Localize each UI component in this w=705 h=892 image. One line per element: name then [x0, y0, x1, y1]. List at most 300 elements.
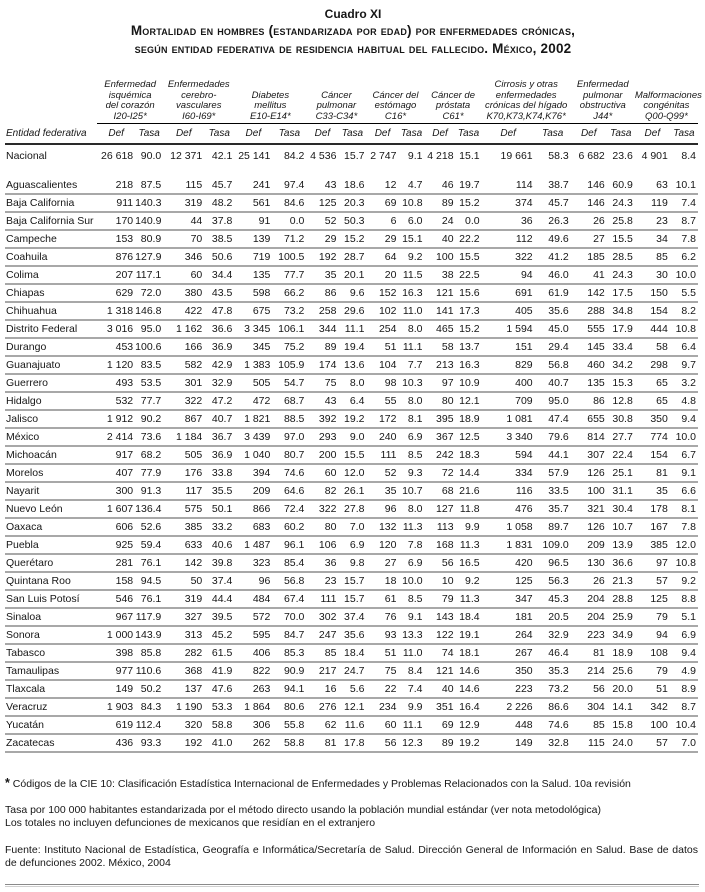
def-value: 1 831	[482, 536, 535, 554]
column-group-code: K70,K73,K74,K76*	[486, 110, 566, 122]
def-value: 25 141	[238, 150, 271, 162]
footnote-cie-text: Códigos de la CIE 10: Clasificación Estadística Internacional de Enfermedades y Problemas Relacionados con la Salud. 10a revisión	[12, 778, 631, 790]
def-value: 27	[571, 230, 607, 248]
table-row	[5, 626, 698, 644]
tasa-value: 18.4	[456, 608, 482, 626]
page-title-line-1: Mortalidad en hombres (estandarizada por edad) por enfermedades crónicas,	[130, 23, 576, 38]
tasa-value: 140.9	[135, 212, 163, 230]
entity-name: Durango	[5, 338, 97, 356]
def-value: 51	[366, 644, 398, 662]
tasa-value: 4.8	[670, 392, 698, 410]
entity-name: Michoacán	[5, 446, 97, 464]
tasa-value: 25.8	[607, 212, 635, 230]
entity-name: Tabasco	[5, 644, 97, 662]
def-value: 3 340	[482, 428, 535, 446]
tasa-value: 33.5	[535, 482, 571, 500]
tasa-value: 12.0	[338, 464, 366, 482]
tasa-value: 87.5	[135, 177, 163, 194]
tasa-value: 136.4	[135, 500, 163, 518]
tasa-value: 18.3	[456, 446, 482, 464]
def-value: 35	[635, 482, 670, 500]
def-value: 307	[571, 446, 607, 464]
def-value: 345	[234, 338, 272, 356]
tasa-value: 90.0	[140, 150, 162, 162]
subheader-tasa: Tasa	[535, 124, 571, 144]
def-value: 80	[425, 392, 456, 410]
tasa-value: 84.7	[272, 626, 306, 644]
def-value: 264	[482, 626, 535, 644]
entity-name: Guerrero	[5, 374, 97, 392]
tasa-value: 10.8	[670, 320, 698, 338]
entity-name: Tlaxcala	[5, 680, 97, 698]
footnotes	[5, 777, 698, 870]
def-value: 152	[366, 284, 398, 302]
tasa-value: 10.8	[670, 554, 698, 572]
def-value: 57	[635, 734, 670, 752]
def-value: 532	[97, 392, 135, 410]
def-value: 561	[234, 194, 272, 212]
def-value: 322	[306, 500, 338, 518]
def-value: 1 903	[97, 698, 135, 716]
def-value: 58	[425, 338, 456, 356]
entity-name: Campeche	[5, 230, 97, 248]
def-value: 102	[366, 302, 398, 320]
tasa-value: 94.1	[272, 680, 306, 698]
tasa-value: 84.6	[272, 194, 306, 212]
def-value: 327	[163, 608, 204, 626]
column-group-name-line: estómago	[374, 100, 417, 111]
def-value: 51	[635, 680, 670, 698]
def-value: 91	[234, 212, 272, 230]
def-value: 126	[571, 464, 607, 482]
def-value: 100	[571, 482, 607, 500]
tasa-value: 13.6	[338, 356, 366, 374]
def-value: 111	[306, 590, 338, 608]
tasa-value: 22.2	[456, 230, 482, 248]
mortality-table	[5, 66, 702, 753]
tasa-value: 34.2	[607, 356, 635, 374]
def-value: 149	[482, 734, 535, 752]
def-value: 822	[234, 662, 272, 680]
def-value: 56	[425, 554, 456, 572]
def-value: 108	[635, 644, 670, 662]
def-value: 1 081	[482, 410, 535, 428]
tasa-value: 68.7	[272, 392, 306, 410]
tasa-value: 13.7	[456, 338, 482, 356]
def-value: 12	[366, 177, 398, 194]
def-value: 69	[425, 716, 456, 734]
tasa-value: 7.8	[670, 518, 698, 536]
def-value: 3 345	[234, 320, 272, 338]
tasa-value: 25.9	[607, 608, 635, 626]
tasa-value: 8.1	[398, 410, 424, 428]
def-value: 43	[306, 392, 338, 410]
row-header-label: Entidad federativa	[5, 124, 97, 144]
def-value: 125	[635, 590, 670, 608]
def-value: 104	[366, 356, 398, 374]
def-value: 146	[571, 177, 607, 194]
tasa-value: 15.5	[607, 230, 635, 248]
def-value: 344	[306, 320, 338, 338]
column-group-code: Q00-Q99*	[645, 110, 688, 122]
def-value: 65	[635, 392, 670, 410]
tasa-value: 77.7	[272, 266, 306, 284]
tasa-value: 41.9	[204, 662, 234, 680]
def-value: 209	[234, 482, 272, 500]
table-row	[5, 500, 698, 518]
subheader-def: Def	[635, 124, 670, 144]
def-value: 60	[306, 464, 338, 482]
def-value: 30	[635, 266, 670, 284]
table-row	[5, 644, 698, 662]
def-value: 126	[571, 518, 607, 536]
tasa-value: 84.3	[135, 698, 163, 716]
tasa-value: 30.4	[607, 500, 635, 518]
table-row	[5, 662, 698, 680]
def-value: 192	[163, 734, 204, 752]
def-value: 50	[163, 572, 204, 590]
subheader-def: Def	[234, 124, 272, 144]
tasa-value: 49.6	[535, 230, 571, 248]
def-value: 254	[366, 320, 398, 338]
tasa-value: 64.6	[272, 482, 306, 500]
tasa-value: 58.8	[204, 716, 234, 734]
tasa-value: 50.1	[204, 500, 234, 518]
tasa-value: 7.4	[398, 680, 424, 698]
footnote-tasa: Tasa por 100 000 habitantes estandarizada por el método directo usando la población mundial estándar (ver nota metodológica)	[5, 804, 601, 816]
def-value: 967	[97, 608, 135, 626]
tasa-value: 21.6	[456, 482, 482, 500]
def-value: 276	[306, 698, 338, 716]
tasa-value: 85.3	[272, 644, 306, 662]
subheader-tasa: Tasa	[204, 124, 234, 144]
tasa-value: 15.8	[607, 716, 635, 734]
column-group-header	[634, 66, 702, 124]
column-group-header	[97, 66, 163, 124]
def-value: 85	[635, 248, 670, 266]
tasa-value: 15.2	[456, 194, 482, 212]
def-value: 876	[97, 248, 135, 266]
tasa-value: 16.4	[456, 698, 482, 716]
def-value: 380	[163, 284, 204, 302]
entity-name: Quintana Roo	[5, 572, 97, 590]
def-value: 76	[366, 608, 398, 626]
def-value: 1 383	[234, 356, 272, 374]
entity-name: Veracruz	[5, 698, 97, 716]
def-value: 472	[234, 392, 272, 410]
def-value: 606	[97, 518, 135, 536]
tasa-value: 6.9	[338, 536, 366, 554]
def-value: 24	[425, 212, 456, 230]
entity-name: Zacatecas	[5, 734, 97, 752]
def-value: 116	[482, 482, 535, 500]
def-value: 125	[482, 572, 535, 590]
tasa-value: 11.1	[338, 320, 366, 338]
tasa-value: 45.2	[204, 626, 234, 644]
def-value: 619	[97, 716, 135, 734]
def-value: 86	[306, 284, 338, 302]
def-value: 683	[234, 518, 272, 536]
entity-name: Coahuila	[5, 248, 97, 266]
def-value: 82	[306, 482, 338, 500]
tasa-value: 112.4	[135, 716, 163, 734]
def-value: 406	[234, 644, 272, 662]
def-value: 40	[425, 680, 456, 698]
tasa-value: 44.1	[535, 446, 571, 464]
def-value: 18	[366, 572, 398, 590]
tasa-value: 8.0	[338, 374, 366, 392]
def-value: 97	[425, 374, 456, 392]
def-value: 52	[366, 464, 398, 482]
tasa-value: 27.8	[338, 500, 366, 518]
def-value: 385	[163, 518, 204, 536]
def-value: 27	[366, 554, 398, 572]
tasa-value: 38.5	[204, 230, 234, 248]
tasa-value: 11.8	[456, 500, 482, 518]
def-value: 142	[571, 284, 607, 302]
def-value: 68	[425, 482, 456, 500]
tasa-value: 18.9	[456, 410, 482, 428]
def-value: 709	[482, 392, 535, 410]
def-value: 20	[366, 266, 398, 284]
tasa-value: 52.6	[135, 518, 163, 536]
def-value: 149	[97, 680, 135, 698]
def-value: 241	[234, 177, 272, 194]
def-value: 263	[234, 680, 272, 698]
def-value: 176	[163, 464, 204, 482]
def-value: 484	[234, 590, 272, 608]
tasa-value: 11.3	[456, 590, 482, 608]
column-group-name-line: pulmonar	[582, 89, 623, 101]
def-value: 320	[163, 716, 204, 734]
tasa-value: 15.5	[338, 446, 366, 464]
entity-name: Sonora	[5, 626, 97, 644]
tasa-value: 48.2	[204, 194, 234, 212]
def-value: 36	[482, 212, 535, 230]
tasa-value: 16.3	[398, 284, 424, 302]
def-value: 142	[163, 554, 204, 572]
subheader-tasa: Tasa	[607, 124, 635, 144]
def-value: 6 682	[578, 150, 605, 162]
def-value: 121	[425, 662, 456, 680]
tasa-value: 15.7	[338, 590, 366, 608]
tasa-value: 79.6	[535, 428, 571, 446]
tasa-value: 100.5	[272, 248, 306, 266]
def-value: 350	[482, 662, 535, 680]
table-row	[5, 608, 698, 626]
def-value: 58	[635, 338, 670, 356]
def-value: 127	[425, 500, 456, 518]
tasa-value: 6.2	[670, 248, 698, 266]
column-group-header	[366, 66, 424, 124]
tasa-value: 70.0	[272, 608, 306, 626]
tasa-value: 42.1	[211, 150, 233, 162]
tasa-value: 18.1	[456, 644, 482, 662]
def-value: 1 607	[97, 500, 135, 518]
tasa-value: 34.4	[204, 266, 234, 284]
entity-name: México	[5, 428, 97, 446]
spacer-row	[5, 164, 698, 177]
def-value: 347	[482, 590, 535, 608]
tasa-value: 68.2	[135, 446, 163, 464]
def-value: 460	[571, 356, 607, 374]
tasa-value: 146.8	[135, 302, 163, 320]
table-row	[5, 572, 698, 590]
def-value: 44	[163, 212, 204, 230]
def-value: 170	[97, 212, 135, 230]
tasa-value: 23.6	[612, 150, 633, 162]
national-row	[5, 144, 698, 164]
def-value: 505	[163, 446, 204, 464]
tasa-value: 9.1	[398, 608, 424, 626]
def-value: 172	[366, 410, 398, 428]
tasa-value: 56.8	[272, 572, 306, 590]
tasa-value: 12.1	[338, 698, 366, 716]
tasa-value: 9.1	[407, 150, 423, 162]
def-value: 51	[366, 338, 398, 356]
tasa-value: 6.0	[398, 212, 424, 230]
def-value: 476	[482, 500, 535, 518]
tasa-value: 88.5	[272, 410, 306, 428]
tasa-value: 4.9	[670, 662, 698, 680]
def-value: 575	[163, 500, 204, 518]
def-value: 98	[366, 374, 398, 392]
tasa-value: 0.0	[456, 212, 482, 230]
def-value: 100	[635, 716, 670, 734]
def-value: 26	[571, 212, 607, 230]
tasa-value: 55.8	[272, 716, 306, 734]
tasa-value: 11.6	[338, 716, 366, 734]
tasa-value: 46.4	[535, 644, 571, 662]
entity-name: Morelos	[5, 464, 97, 482]
column-group-name-line: cerebro-	[181, 89, 217, 101]
def-value: 1 190	[163, 698, 204, 716]
def-value: 143	[425, 608, 456, 626]
tasa-value: 15.7	[338, 572, 366, 590]
tasa-value: 14.4	[456, 464, 482, 482]
source-note: Fuente: Instituto Nacional de Estadística, Geografía e Informática/Secretaría de Salud. Dirección General de Información en Salud. Base de datos de defunciones 2002. México, 2004	[5, 844, 698, 869]
def-value: 392	[306, 410, 338, 428]
sub-header-row	[5, 124, 698, 144]
def-value: 691	[482, 284, 535, 302]
tasa-value: 12.8	[607, 392, 635, 410]
tasa-value: 6.6	[670, 482, 698, 500]
tasa-value: 106.1	[272, 320, 306, 338]
entity-name: Oaxaca	[5, 518, 97, 536]
def-value: 22	[366, 680, 398, 698]
def-value: 675	[234, 302, 272, 320]
tasa-value: 8.4	[398, 662, 424, 680]
def-value: 342	[635, 698, 670, 716]
tasa-value: 22.4	[607, 446, 635, 464]
def-value: 139	[234, 230, 272, 248]
def-value: 1 594	[482, 320, 535, 338]
def-value: 3 439	[234, 428, 272, 446]
tasa-value: 10.0	[670, 428, 698, 446]
entity-name: Chiapas	[5, 284, 97, 302]
def-value: 505	[234, 374, 272, 392]
def-value: 55	[366, 392, 398, 410]
def-value: 1 058	[482, 518, 535, 536]
def-value: 866	[234, 500, 272, 518]
column-group-name-line: obstructiva	[579, 100, 626, 111]
def-value: 174	[306, 356, 338, 374]
table-row	[5, 518, 698, 536]
def-value: 867	[163, 410, 204, 428]
def-value: 346	[163, 248, 204, 266]
def-value: 306	[234, 716, 272, 734]
entity-name: Baja California Sur	[5, 212, 97, 230]
tasa-value: 15.7	[344, 150, 365, 162]
def-value: 300	[97, 482, 135, 500]
table-row	[5, 302, 698, 320]
def-value: 629	[97, 284, 135, 302]
def-value: 1 040	[234, 446, 272, 464]
column-group-header	[163, 66, 234, 124]
tasa-value: 16.5	[456, 554, 482, 572]
tasa-value: 35.6	[535, 302, 571, 320]
tasa-value: 36.9	[204, 446, 234, 464]
tasa-value: 0.0	[272, 212, 306, 230]
tasa-value: 41.2	[535, 248, 571, 266]
tasa-value: 9.4	[670, 410, 698, 428]
tasa-value: 13.9	[607, 536, 635, 554]
tasa-value: 45.7	[535, 194, 571, 212]
tasa-value: 36.6	[607, 554, 635, 572]
column-group-name-line: Diabetes	[251, 89, 290, 101]
def-value: 398	[97, 644, 135, 662]
tasa-value: 38.7	[535, 177, 571, 194]
def-value: 405	[482, 302, 535, 320]
def-value: 141	[425, 302, 456, 320]
def-value: 304	[571, 698, 607, 716]
def-value: 158	[97, 572, 135, 590]
tasa-value: 9.4	[670, 644, 698, 662]
tasa-value: 50.6	[204, 248, 234, 266]
table-row	[5, 338, 698, 356]
tasa-value: 73.2	[272, 302, 306, 320]
column-group-name-line: próstata	[435, 100, 471, 111]
tasa-value: 28.7	[338, 248, 366, 266]
subheader-def: Def	[163, 124, 204, 144]
tasa-value: 85.4	[272, 554, 306, 572]
def-value: 829	[482, 356, 535, 374]
def-value: 119	[635, 194, 670, 212]
tasa-value: 10.8	[398, 194, 424, 212]
tasa-value: 8.5	[398, 446, 424, 464]
table-row	[5, 392, 698, 410]
table-row	[5, 446, 698, 464]
tasa-value: 53.5	[135, 374, 163, 392]
tasa-value: 12.3	[398, 734, 424, 752]
column-group-name-line: enfermedades	[495, 89, 557, 101]
tasa-value: 33.8	[204, 464, 234, 482]
tasa-value: 54.7	[272, 374, 306, 392]
subheader-tasa: Tasa	[398, 124, 424, 144]
tasa-value: 18.9	[607, 644, 635, 662]
bottom-rule	[5, 884, 699, 887]
def-value: 100	[425, 248, 456, 266]
column-group-name-line: Cirrosis y otras	[494, 79, 558, 90]
def-value: 319	[163, 194, 204, 212]
def-value: 293	[306, 428, 338, 446]
def-value: 322	[482, 248, 535, 266]
tasa-value: 11.0	[398, 302, 424, 320]
tasa-value: 9.2	[398, 248, 424, 266]
tasa-value: 32.9	[535, 626, 571, 644]
table-row	[5, 374, 698, 392]
tasa-value: 14.6	[456, 680, 482, 698]
